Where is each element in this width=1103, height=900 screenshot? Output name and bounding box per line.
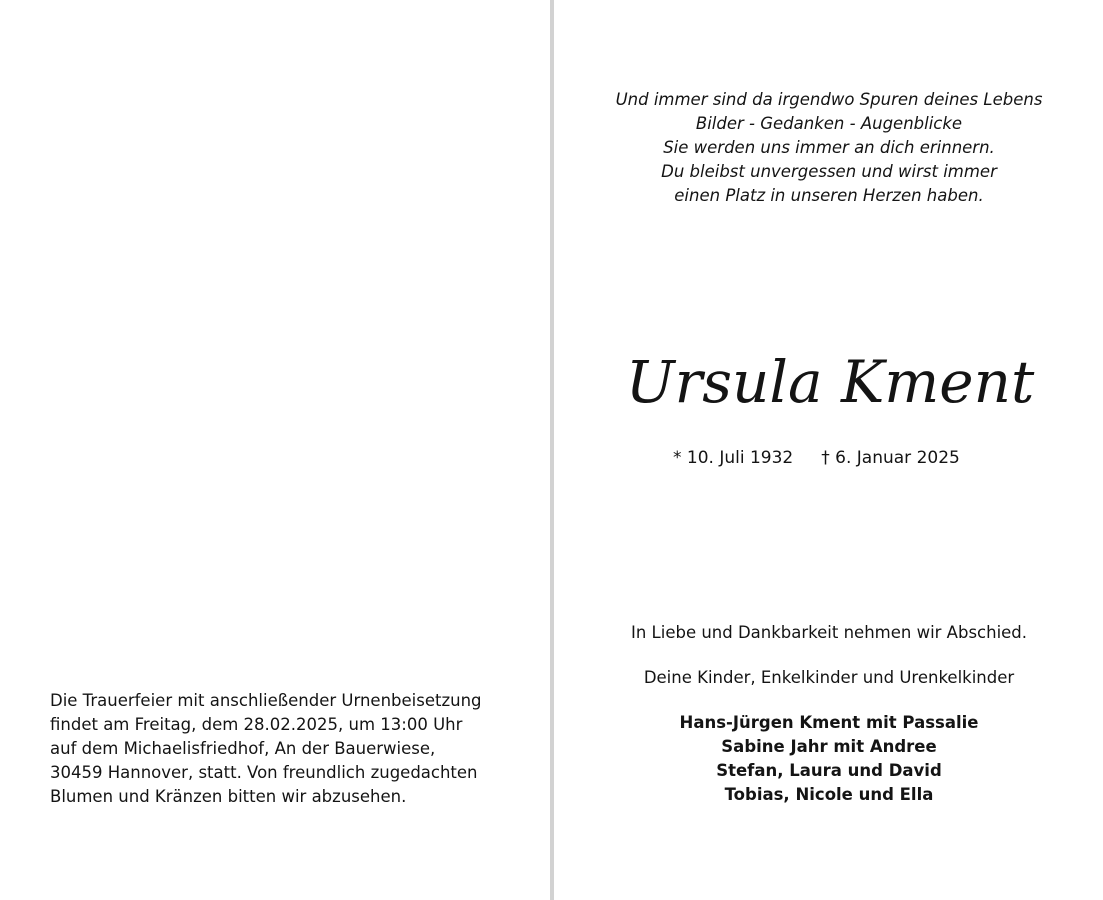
fold-line <box>550 0 554 900</box>
left-page <box>0 0 550 900</box>
ceremony-line: Blumen und Kränzen bitten wir abzusehen. <box>50 787 407 806</box>
deceased-name-script <box>595 340 1065 430</box>
poem-line: Sie werden uns immer an dich erinnern. <box>663 138 995 157</box>
ceremony-line: 30459 Hannover, statt. Von freundlich zugedachten <box>50 763 478 782</box>
ceremony-notice <box>50 689 530 809</box>
farewell-text: In Liebe und Dankbarkeit nehmen wir Abschied. <box>630 623 1028 642</box>
mourner-entry: Hans-Jürgen Kment mit Passalie <box>679 713 979 732</box>
memorial-poem <box>555 88 1103 208</box>
death-date: † 6. Januar 2025 <box>821 448 960 468</box>
mourners-list <box>555 711 1103 807</box>
ceremony-line: Die Trauerfeier mit anschließender Urnenbeisetzung <box>50 691 482 710</box>
ceremony-line: findet am Freitag, dem 28.02.2025, um 13:00 Uhr <box>50 715 463 734</box>
family-line: Deine Kinder, Enkelkinder und Urenkelkinder <box>643 668 1015 687</box>
right-page <box>555 0 1103 900</box>
poem-line: Bilder - Gedanken - Augenblicke <box>695 114 963 133</box>
ceremony-line: auf dem Michaelisfriedhof, An der Bauerwiese, <box>50 739 436 758</box>
mourner-entry: Stefan, Laura und David <box>716 761 942 780</box>
mourner-entry: Tobias, Nicole und Ella <box>724 785 934 804</box>
deceased-name-text: Ursula Kment <box>625 348 1035 416</box>
poem-line: Du bleibst unvergessen und wirst immer <box>661 162 997 181</box>
mourner-entry: Sabine Jahr mit Andree <box>721 737 937 756</box>
life-dates <box>673 446 993 470</box>
birth-date: * 10. Juli 1932 <box>673 448 794 468</box>
poem-line: Und immer sind da irgendwo Spuren deines Lebens <box>615 90 1043 109</box>
deceased-name <box>595 340 1065 430</box>
poem-line: einen Platz in unseren Herzen haben. <box>674 186 984 205</box>
